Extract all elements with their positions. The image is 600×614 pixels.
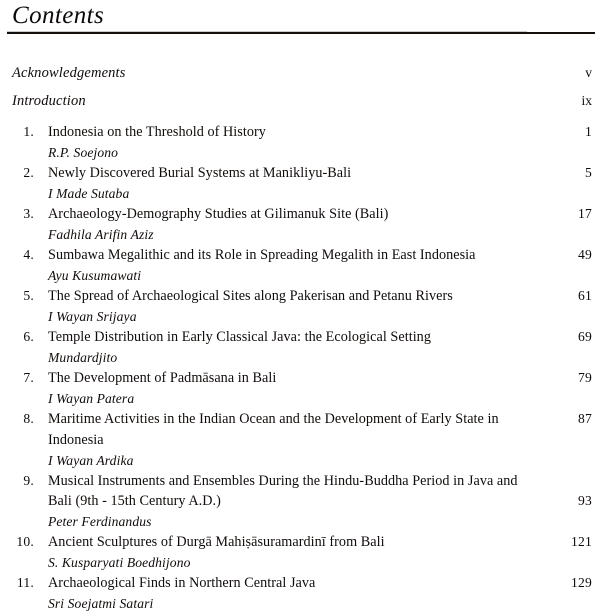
- toc-entry-page-number: 17: [552, 204, 592, 225]
- toc-entry-page-number: 61: [552, 286, 592, 307]
- toc-entry-title-line: The Development of Padmāsana in Bali: [48, 370, 276, 386]
- frontmatter-row[interactable]: [0, 63, 600, 91]
- toc-entry-number: 9.: [0, 471, 34, 491]
- frontmatter-page-number: v: [585, 63, 592, 83]
- toc-entry[interactable]: [0, 532, 600, 573]
- toc-entry-page-number: 49: [552, 245, 592, 266]
- toc-entry[interactable]: [0, 573, 600, 614]
- frontmatter-page-number: ix: [581, 91, 592, 111]
- toc-entry-title[interactable]: [48, 573, 540, 594]
- toc-entry-number: 5.: [0, 286, 34, 306]
- toc-entry-title[interactable]: [48, 409, 540, 450]
- toc-entry-title-line: Archaeology-Demography Studies at Gilimanuk Site (Bali): [48, 206, 388, 222]
- toc-entry-title[interactable]: [48, 327, 540, 348]
- toc-entry[interactable]: [0, 204, 600, 245]
- toc-entry-title[interactable]: [48, 204, 540, 225]
- toc-entry-main: [0, 327, 600, 348]
- toc-entry-title[interactable]: [48, 471, 540, 512]
- frontmatter-label: Acknowledgements: [12, 63, 126, 83]
- frontmatter-row[interactable]: [0, 91, 600, 119]
- toc-entry-number: 2.: [0, 163, 34, 183]
- toc-entry-author: Mundardjito: [48, 348, 600, 369]
- toc-entry[interactable]: [0, 368, 600, 409]
- toc-entry-page-number: 87: [552, 409, 592, 430]
- toc-entry-page-number: 93: [552, 491, 592, 512]
- toc-entry-main: [0, 122, 600, 143]
- toc-entry-number: 10.: [0, 532, 34, 552]
- toc-entry-page-number: 69: [552, 327, 592, 348]
- toc-entry-title-line: Musical Instruments and Ensembles During the Hindu-Buddha Period in Java and: [48, 473, 518, 489]
- toc-entry[interactable]: [0, 471, 600, 533]
- toc-entry-title[interactable]: [48, 122, 540, 143]
- toc-entry-number: 3.: [0, 204, 34, 224]
- toc-entry-author: I Made Sutaba: [48, 184, 600, 205]
- toc-entry-page-number: 79: [552, 368, 592, 389]
- frontmatter-list: [0, 63, 600, 119]
- title-divider: [7, 32, 595, 34]
- toc-entry-page-number: 1: [552, 122, 592, 143]
- toc-entry-main: [0, 163, 600, 184]
- toc-entry-title-line: Indonesia on the Threshold of History: [48, 124, 266, 140]
- toc-entry-page-number: 5: [552, 163, 592, 184]
- toc-entry-title-line: Maritime Activities in the Indian Ocean and the Development of Early State in Indonesia: [48, 411, 499, 448]
- page-title: Contents: [12, 2, 104, 30]
- toc-entry[interactable]: [0, 327, 600, 368]
- toc-entry-title-line: Sumbawa Megalithic and its Role in Spreading Megalith in East Indonesia: [48, 247, 476, 263]
- toc-entry-main: [0, 368, 600, 389]
- toc-entry-main: [0, 286, 600, 307]
- toc-entry-main: [0, 409, 600, 450]
- toc-entry-author: Fadhila Arifin Aziz: [48, 225, 600, 246]
- toc-entry-author: Peter Ferdinandus: [48, 512, 600, 533]
- toc-entry-number: 11.: [0, 573, 34, 593]
- toc-entry[interactable]: [0, 245, 600, 286]
- toc-entry-number: 4.: [0, 245, 34, 265]
- toc-entry-number: 8.: [0, 409, 34, 429]
- toc-entry-title[interactable]: [48, 245, 540, 266]
- toc-entry-author: R.P. Soejono: [48, 143, 600, 164]
- toc-entry[interactable]: [0, 122, 600, 163]
- toc-entry-title-line: Newly Discovered Burial Systems at Manikliyu-Bali: [48, 165, 351, 181]
- toc-entry-author: I Wayan Srijaya: [48, 307, 600, 328]
- table-of-contents-list: [0, 122, 600, 614]
- toc-entry-title[interactable]: [48, 163, 540, 184]
- toc-entry-number: 6.: [0, 327, 34, 347]
- toc-entry-author: I Wayan Ardika: [48, 450, 600, 471]
- toc-entry-author: S. Kusparyati Boedhijono: [48, 553, 600, 574]
- toc-entry-main: [0, 573, 600, 594]
- toc-entry[interactable]: [0, 409, 600, 471]
- toc-entry-title-line: The Spread of Archaeological Sites along Pakerisan and Petanu Rivers: [48, 288, 453, 304]
- toc-entry-title-continuation: Bali (9th - 15th Century A.D.): [48, 491, 540, 512]
- toc-entry-title[interactable]: [48, 368, 540, 389]
- toc-entry-title-line: Temple Distribution in Early Classical Java: the Ecological Setting: [48, 329, 431, 345]
- toc-entry-main: [0, 471, 600, 512]
- toc-entry-title[interactable]: [48, 532, 540, 553]
- toc-entry-author: Sri Soejatmi Satari: [48, 594, 600, 614]
- toc-entry-page-number: 121: [552, 532, 592, 553]
- frontmatter-label: Introduction: [12, 91, 86, 111]
- toc-entry-page-number: 129: [552, 573, 592, 594]
- toc-entry-number: 1.: [0, 122, 34, 142]
- toc-entry-title-line: Ancient Sculptures of Durgā Mahiṣāsuramardinī from Bali: [48, 534, 385, 550]
- toc-entry[interactable]: [0, 163, 600, 204]
- toc-entry-number: 7.: [0, 368, 34, 388]
- toc-entry-title-line: Archaeological Finds in Northern Central Java: [48, 575, 315, 591]
- toc-entry-main: [0, 532, 600, 553]
- toc-entry-author: Ayu Kusumawati: [48, 266, 600, 287]
- toc-entry[interactable]: [0, 286, 600, 327]
- toc-entry-title[interactable]: [48, 286, 540, 307]
- toc-entry-main: [0, 245, 600, 266]
- toc-entry-main: [0, 204, 600, 225]
- toc-entry-author: I Wayan Patera: [48, 389, 600, 410]
